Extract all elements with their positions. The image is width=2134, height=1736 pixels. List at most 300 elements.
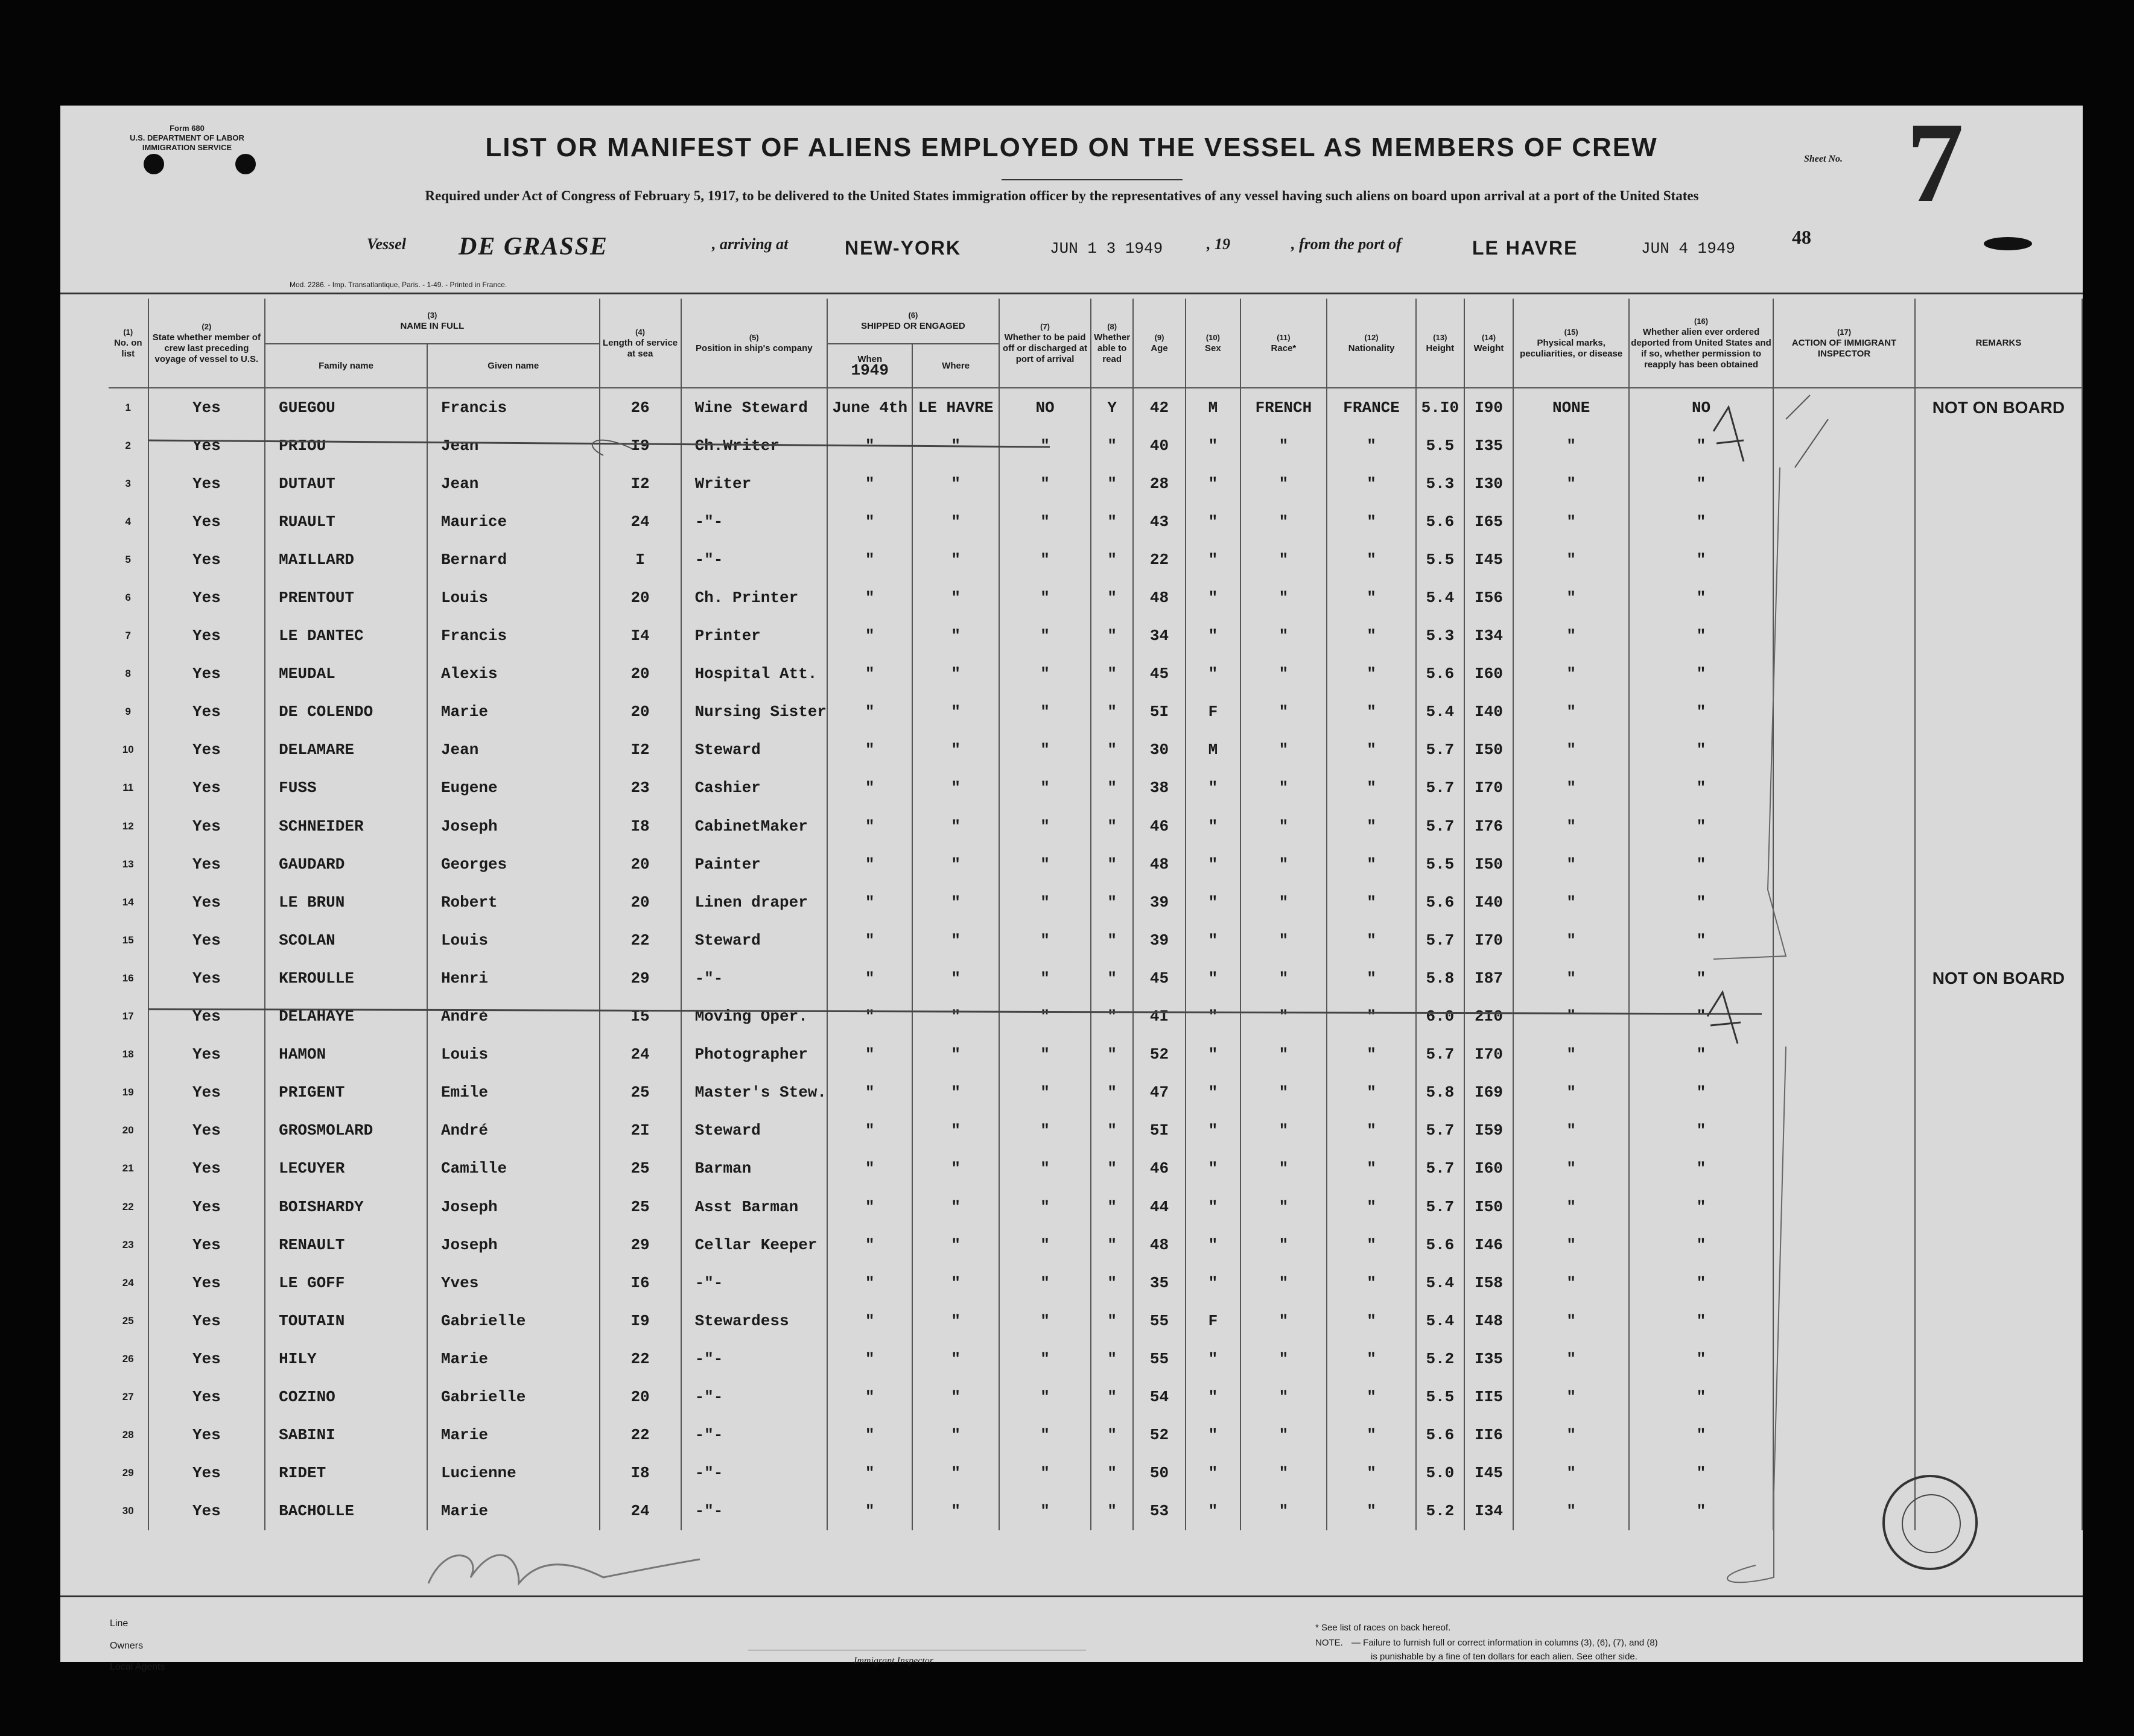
given-name-cell: Louis (427, 921, 600, 959)
age-cell: 39 (1133, 921, 1186, 959)
sex-cell: F (1186, 1302, 1240, 1340)
deported-cell: " (1629, 1112, 1773, 1150)
given-name-cell: Jean (427, 731, 600, 769)
inspector-action-cell (1773, 769, 1915, 807)
col-header-shipped: (6) SHIPPED OR ENGAGED (827, 299, 999, 344)
height-cell: 5.7 (1416, 1036, 1464, 1074)
age-cell: 5I (1133, 1112, 1186, 1150)
sex-cell: " (1186, 464, 1240, 502)
age-cell: 46 (1133, 807, 1186, 845)
family-name-cell: BACHOLLE (265, 1492, 427, 1530)
weight-cell: I45 (1464, 540, 1514, 578)
row-number-cell: 15 (109, 921, 148, 959)
given-name-cell: Louis (427, 578, 600, 616)
remarks-cell (1915, 883, 2082, 921)
row-number-cell: 13 (109, 845, 148, 883)
deported-cell: " (1629, 1074, 1773, 1112)
table-row (109, 921, 2082, 959)
deported-cell: " (1629, 998, 1773, 1036)
deported-cell: " (1629, 1188, 1773, 1226)
age-cell: 4I (1133, 998, 1186, 1036)
nationality-cell: " (1327, 1188, 1416, 1226)
last-voyage-cell: Yes (148, 998, 265, 1036)
physical-marks-cell: " (1513, 807, 1628, 845)
inspector-action-cell (1773, 502, 1915, 540)
physical-marks-cell: " (1513, 1150, 1628, 1188)
weight-cell: I50 (1464, 845, 1514, 883)
race-cell: " (1240, 655, 1327, 693)
row-number-cell: 25 (109, 1302, 148, 1340)
age-cell: 48 (1133, 1226, 1186, 1264)
year-label: , 19 (1207, 235, 1230, 253)
deported-cell: " (1629, 1302, 1773, 1340)
table-row (109, 1036, 2082, 1074)
sex-cell: " (1186, 1150, 1240, 1188)
position-cell: Cashier (681, 769, 827, 807)
height-cell: 5.7 (1416, 807, 1464, 845)
remarks-cell (1915, 845, 2082, 883)
given-name-cell: Francis (427, 388, 600, 426)
race-cell: " (1240, 807, 1327, 845)
sex-cell: " (1186, 807, 1240, 845)
shipped-when-cell: " (827, 1454, 912, 1492)
paid-off-cell: " (999, 540, 1091, 578)
height-cell: 5.2 (1416, 1340, 1464, 1378)
remarks-cell (1915, 617, 2082, 655)
row-number-cell: 8 (109, 655, 148, 693)
able-to-read-cell: " (1091, 769, 1133, 807)
shipped-where-cell: " (912, 1454, 999, 1492)
nationality-cell: " (1327, 578, 1416, 616)
able-to-read-cell: " (1091, 1340, 1133, 1378)
deported-cell: " (1629, 464, 1773, 502)
sex-cell: " (1186, 502, 1240, 540)
able-to-read-cell: " (1091, 1264, 1133, 1302)
weight-cell: I90 (1464, 388, 1514, 426)
inspector-action-cell (1773, 921, 1915, 959)
inspector-action-cell (1773, 1454, 1915, 1492)
height-cell: 5.4 (1416, 693, 1464, 731)
race-cell: " (1240, 502, 1327, 540)
last-voyage-cell: Yes (148, 845, 265, 883)
paid-off-cell: " (999, 1150, 1091, 1188)
family-name-cell: LE BRUN (265, 883, 427, 921)
remarks-cell (1915, 1074, 2082, 1112)
inspector-action-cell (1773, 1378, 1915, 1416)
form-number: Form 680 (170, 124, 205, 133)
height-cell: 5.0 (1416, 1454, 1464, 1492)
col-header-nationality: (12) Nationality (1327, 299, 1416, 388)
required-text: Required under Act of Congress of February 5, 1917, to be delivered to the United States immigration officer by the representatives of any vessel having such aliens on board upon arrival at a port of the United States (425, 188, 1699, 203)
race-cell: " (1240, 1150, 1327, 1188)
row-number-cell: 19 (109, 1074, 148, 1112)
physical-marks-cell: " (1513, 1074, 1628, 1112)
age-cell: 55 (1133, 1340, 1186, 1378)
race-cell: " (1240, 998, 1327, 1036)
able-to-read-cell: " (1091, 1416, 1133, 1454)
shipped-where-cell: " (912, 1340, 999, 1378)
service-length-cell: I8 (600, 807, 681, 845)
deported-cell: " (1629, 617, 1773, 655)
shipped-when-cell: " (827, 426, 912, 464)
nationality-cell: " (1327, 921, 1416, 959)
last-voyage-cell: Yes (148, 1150, 265, 1188)
given-name-cell: Jean (427, 464, 600, 502)
sex-cell: " (1186, 845, 1240, 883)
shipped-when-cell: " (827, 1416, 912, 1454)
paid-off-cell: " (999, 1454, 1091, 1492)
races-note: * See list of races on back hereof. (1315, 1623, 1451, 1633)
height-cell: 5.4 (1416, 578, 1464, 616)
shipped-where-cell: " (912, 845, 999, 883)
height-cell: 5.7 (1416, 1112, 1464, 1150)
shipped-when-cell: " (827, 1378, 912, 1416)
paid-off-cell: " (999, 1302, 1091, 1340)
table-row (109, 1074, 2082, 1112)
age-cell: 45 (1133, 655, 1186, 693)
race-cell: " (1240, 1454, 1327, 1492)
nationality-cell: " (1327, 1492, 1416, 1530)
service-length-cell: 25 (600, 1150, 681, 1188)
owners-label: Owners (110, 1641, 144, 1651)
table-row (109, 731, 2082, 769)
inspector-action-cell (1773, 883, 1915, 921)
service-length-cell: I5 (600, 998, 681, 1036)
able-to-read-cell: " (1091, 693, 1133, 731)
table-row (109, 655, 2082, 693)
remarks-cell (1915, 1264, 2082, 1302)
remarks-cell (1915, 1188, 2082, 1226)
shipped-when-cell: " (827, 540, 912, 578)
inspector-action-cell (1773, 464, 1915, 502)
service-length-cell: 23 (600, 769, 681, 807)
position-cell: Cellar Keeper (681, 1226, 827, 1264)
family-name-cell: MAILLARD (265, 540, 427, 578)
table-row (109, 1378, 2082, 1416)
able-to-read-cell: " (1091, 1378, 1133, 1416)
family-name-cell: LE GOFF (265, 1264, 427, 1302)
local-agents-label: Local Agents (110, 1662, 165, 1672)
paid-off-cell: " (999, 693, 1091, 731)
able-to-read-cell: " (1091, 464, 1133, 502)
shipped-when-cell: " (827, 655, 912, 693)
age-cell: 50 (1133, 1454, 1186, 1492)
row-number-cell: 16 (109, 959, 148, 997)
remarks-cell (1915, 426, 2082, 464)
weight-cell: I70 (1464, 1036, 1514, 1074)
row-number-cell: 10 (109, 731, 148, 769)
position-cell: Master's Stew. (681, 1074, 827, 1112)
shipped-when-cell: " (827, 883, 912, 921)
physical-marks-cell: " (1513, 1492, 1628, 1530)
deported-cell: " (1629, 540, 1773, 578)
table-row (109, 540, 2082, 578)
last-voyage-cell: Yes (148, 959, 265, 997)
race-cell: FRENCH (1240, 388, 1327, 426)
able-to-read-cell: " (1091, 731, 1133, 769)
nationality-cell: " (1327, 426, 1416, 464)
given-name-cell: Jean (427, 426, 600, 464)
age-cell: 47 (1133, 1074, 1186, 1112)
physical-marks-cell: " (1513, 921, 1628, 959)
shipped-where-cell: " (912, 693, 999, 731)
inspector-action-cell (1773, 578, 1915, 616)
physical-marks-cell: " (1513, 731, 1628, 769)
age-cell: 39 (1133, 883, 1186, 921)
deported-cell: " (1629, 1492, 1773, 1530)
inspector-action-cell (1773, 1074, 1915, 1112)
shipped-when-cell: " (827, 464, 912, 502)
row-number-cell: 22 (109, 1188, 148, 1226)
sex-cell: " (1186, 578, 1240, 616)
age-cell: 44 (1133, 1188, 1186, 1226)
age-cell: 55 (1133, 1302, 1186, 1340)
service-length-cell: 24 (600, 502, 681, 540)
remarks-cell (1915, 1112, 2082, 1150)
given-name-cell: Georges (427, 845, 600, 883)
service-length-cell: I2 (600, 731, 681, 769)
given-name-cell: Alexis (427, 655, 600, 693)
race-cell: " (1240, 769, 1327, 807)
physical-marks-cell: " (1513, 769, 1628, 807)
inspector-action-cell (1773, 426, 1915, 464)
paid-off-cell: " (999, 1036, 1091, 1074)
weight-cell: I69 (1464, 1074, 1514, 1112)
table-row (109, 1416, 2082, 1454)
manifest-sheet (60, 100, 2083, 1672)
physical-marks-cell: " (1513, 1112, 1628, 1150)
race-cell: " (1240, 1340, 1327, 1378)
paid-off-cell: " (999, 1264, 1091, 1302)
table-row (109, 769, 2082, 807)
last-voyage-cell: Yes (148, 1492, 265, 1530)
nationality-cell: " (1327, 731, 1416, 769)
inspector-action-cell (1773, 1112, 1915, 1150)
last-voyage-cell: Yes (148, 1112, 265, 1150)
height-cell: 5.7 (1416, 731, 1464, 769)
row-number-cell: 2 (109, 426, 148, 464)
shipped-when-cell: " (827, 1302, 912, 1340)
table-row (109, 1340, 2082, 1378)
inspector-action-cell (1773, 1188, 1915, 1226)
shipped-when-cell: " (827, 998, 912, 1036)
given-name-cell: Camille (427, 1150, 600, 1188)
age-cell: 45 (1133, 959, 1186, 997)
row-number-cell: 17 (109, 998, 148, 1036)
paid-off-cell: " (999, 731, 1091, 769)
able-to-read-cell: " (1091, 1302, 1133, 1340)
race-cell: " (1240, 1492, 1327, 1530)
age-cell: 53 (1133, 1492, 1186, 1530)
position-cell: -"- (681, 1264, 827, 1302)
service-length-cell: 22 (600, 921, 681, 959)
row-number-cell: 4 (109, 502, 148, 540)
nationality-cell: " (1327, 769, 1416, 807)
row-number-cell: 23 (109, 1226, 148, 1264)
position-cell: -"- (681, 1492, 827, 1530)
last-voyage-cell: Yes (148, 693, 265, 731)
position-cell: Stewardess (681, 1302, 827, 1340)
sex-cell: " (1186, 1226, 1240, 1264)
shipped-where-cell: " (912, 1226, 999, 1264)
age-cell: 38 (1133, 769, 1186, 807)
row-number-cell: 27 (109, 1378, 148, 1416)
service-length-cell: I2 (600, 464, 681, 502)
age-cell: 52 (1133, 1036, 1186, 1074)
physical-marks-cell: " (1513, 845, 1628, 883)
deported-cell: " (1629, 426, 1773, 464)
deported-cell: " (1629, 1150, 1773, 1188)
paid-off-cell: " (999, 426, 1091, 464)
age-cell: 54 (1133, 1378, 1186, 1416)
able-to-read-cell: " (1091, 1492, 1133, 1530)
paid-off-cell: " (999, 1188, 1091, 1226)
weight-cell: I40 (1464, 883, 1514, 921)
shipped-when-cell: " (827, 1340, 912, 1378)
given-name-cell: Lucienne (427, 1454, 600, 1492)
given-name-cell: Robert (427, 883, 600, 921)
shipped-when-cell: " (827, 1036, 912, 1074)
shipped-where-cell: " (912, 731, 999, 769)
last-voyage-cell: Yes (148, 807, 265, 845)
position-cell: Moving Oper. (681, 998, 827, 1036)
table-row (109, 883, 2082, 921)
height-cell: 5.7 (1416, 1188, 1464, 1226)
nationality-cell: " (1327, 845, 1416, 883)
weight-cell: I58 (1464, 1264, 1514, 1302)
last-voyage-cell: Yes (148, 1074, 265, 1112)
physical-marks-cell: " (1513, 883, 1628, 921)
age-cell: 48 (1133, 578, 1186, 616)
sex-cell: " (1186, 1112, 1240, 1150)
service-length-cell: 25 (600, 1188, 681, 1226)
deported-cell: " (1629, 807, 1773, 845)
family-name-cell: DUTAUT (265, 464, 427, 502)
service-length-cell: 20 (600, 845, 681, 883)
deported-cell: " (1629, 1226, 1773, 1264)
service-length-cell: I4 (600, 617, 681, 655)
family-name-cell: HAMON (265, 1036, 427, 1074)
shipped-where-cell: " (912, 655, 999, 693)
position-cell: -"- (681, 502, 827, 540)
table-row (109, 693, 2082, 731)
sex-cell: " (1186, 1416, 1240, 1454)
row-number-cell: 3 (109, 464, 148, 502)
position-cell: Barman (681, 1150, 827, 1188)
table-row (109, 1454, 2082, 1492)
physical-marks-cell: " (1513, 1188, 1628, 1226)
physical-marks-cell: " (1513, 959, 1628, 997)
table-row (109, 1150, 2082, 1188)
service-length-cell: 22 (600, 1340, 681, 1378)
sex-cell: " (1186, 655, 1240, 693)
col-header-race: (11) Race* (1240, 299, 1327, 388)
given-name-cell: Bernard (427, 540, 600, 578)
nationality-cell: " (1327, 1036, 1416, 1074)
last-voyage-cell: Yes (148, 655, 265, 693)
physical-marks-cell: " (1513, 1226, 1628, 1264)
vessel-name: DE GRASSE (459, 233, 608, 261)
row-number-cell: 5 (109, 540, 148, 578)
shipped-where-cell: " (912, 921, 999, 959)
height-cell: 5.7 (1416, 769, 1464, 807)
row-number-cell: 24 (109, 1264, 148, 1302)
shipped-when-cell: " (827, 1112, 912, 1150)
height-cell: 5.3 (1416, 464, 1464, 502)
able-to-read-cell: " (1091, 1150, 1133, 1188)
service-length-cell: I8 (600, 1454, 681, 1492)
paid-off-cell: " (999, 1226, 1091, 1264)
sex-cell: " (1186, 959, 1240, 997)
remarks-cell (1915, 921, 2082, 959)
given-name-cell: Yves (427, 1264, 600, 1302)
sex-cell: " (1186, 540, 1240, 578)
able-to-read-cell: " (1091, 426, 1133, 464)
shipped-where-cell: " (912, 883, 999, 921)
height-cell: 5.8 (1416, 1074, 1464, 1112)
remarks-cell: NOT ON BOARD (1915, 388, 2082, 426)
nationality-cell: " (1327, 1074, 1416, 1112)
col-header-age: (9) Age (1133, 299, 1186, 388)
shipped-when-cell: " (827, 1074, 912, 1112)
given-name-cell: Marie (427, 1492, 600, 1530)
age-cell: 40 (1133, 426, 1186, 464)
weight-cell: I60 (1464, 655, 1514, 693)
sex-cell: " (1186, 1074, 1240, 1112)
table-row (109, 807, 2082, 845)
shipped-where-cell: " (912, 1492, 999, 1530)
given-name-cell: Maurice (427, 502, 600, 540)
sex-cell: " (1186, 1454, 1240, 1492)
nationality-cell: " (1327, 883, 1416, 921)
shipped-when-cell: " (827, 578, 912, 616)
last-voyage-cell: Yes (148, 1226, 265, 1264)
height-cell: 5.6 (1416, 655, 1464, 693)
nationality-cell: " (1327, 617, 1416, 655)
inspector-action-cell (1773, 388, 1915, 426)
service-length-cell: 26 (600, 388, 681, 426)
service-length-cell: 20 (600, 883, 681, 921)
given-name-cell: Marie (427, 693, 600, 731)
inspector-action-cell (1773, 655, 1915, 693)
given-name-cell: Gabrielle (427, 1378, 600, 1416)
position-cell: Nursing Sister (681, 693, 827, 731)
able-to-read-cell: " (1091, 921, 1133, 959)
nationality-cell: " (1327, 502, 1416, 540)
col-header-physical-marks: (15) Physical marks, peculiarities, or disease (1513, 299, 1628, 388)
inspector-action-cell (1773, 1416, 1915, 1454)
paid-off-cell: " (999, 883, 1091, 921)
height-cell: 6.0 (1416, 998, 1464, 1036)
service-length-cell: 20 (600, 1378, 681, 1416)
shipped-where-cell: " (912, 1036, 999, 1074)
position-cell: -"- (681, 540, 827, 578)
last-voyage-cell: Yes (148, 1340, 265, 1378)
service-length-cell: I (600, 540, 681, 578)
nationality-cell: " (1327, 1416, 1416, 1454)
last-voyage-cell: Yes (148, 1454, 265, 1492)
row-number-cell: 29 (109, 1454, 148, 1492)
height-cell: 5.5 (1416, 540, 1464, 578)
deported-cell: " (1629, 1378, 1773, 1416)
inspector-action-cell (1773, 1302, 1915, 1340)
inspector-action-cell (1773, 1340, 1915, 1378)
race-cell: " (1240, 883, 1327, 921)
col-header-last-voyage: (2) State whether member of crew last preceding voyage of vessel to U.S. (148, 299, 265, 388)
nationality-cell: " (1327, 959, 1416, 997)
position-cell: Printer (681, 617, 827, 655)
col-header-read: (8) Whether able to read (1091, 299, 1133, 388)
